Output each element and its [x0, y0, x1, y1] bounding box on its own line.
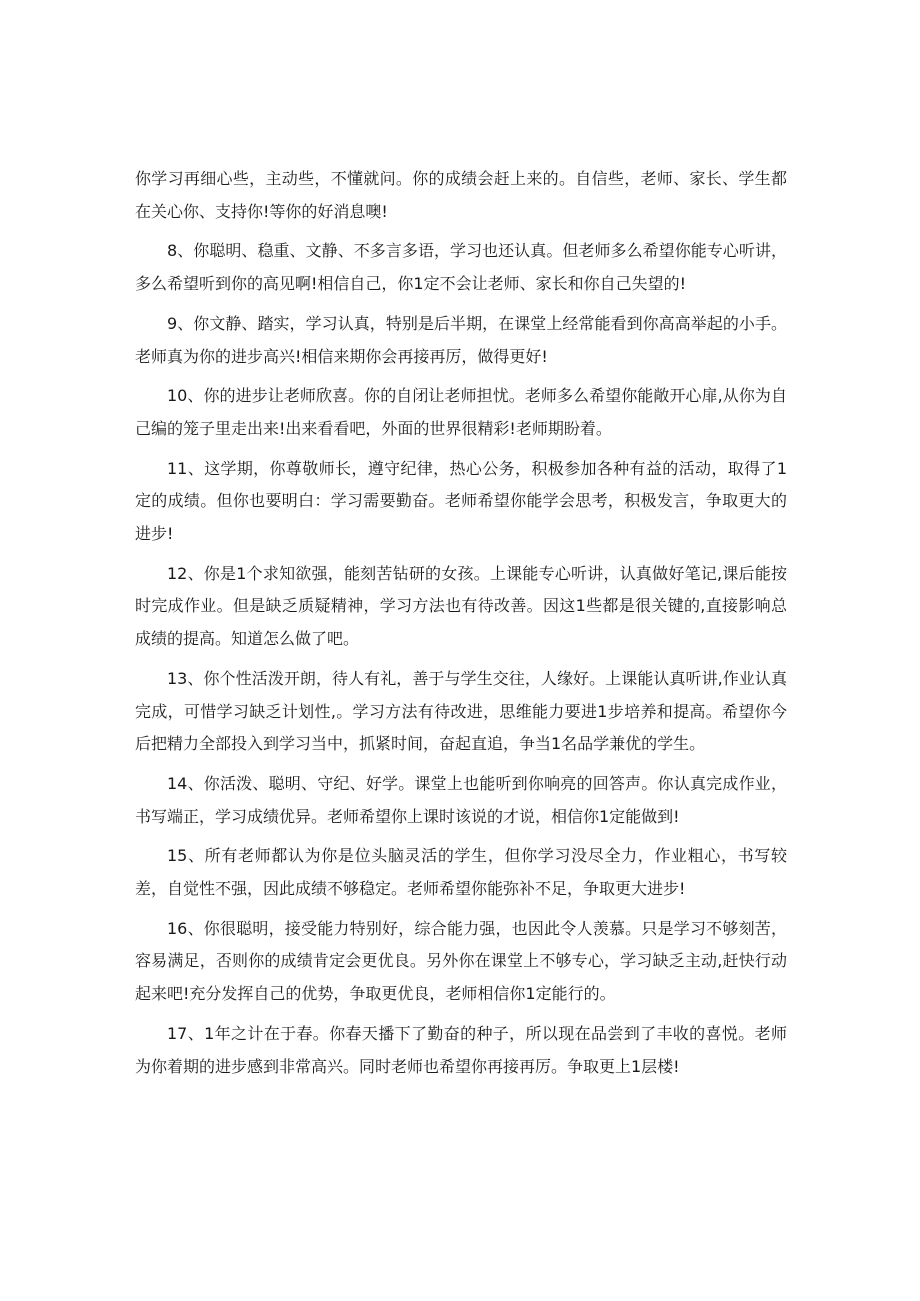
paragraph-comment-17: 17、1年之计在于春。你春天播下了勤奋的种子，所以现在品尝到了丰收的喜悦。老师为你着期的进步感到非常高兴。同时老师也希望你再接再厉。争取更上1层楼!: [135, 1023, 787, 1076]
paragraph-comment-8: 8、你聪明、稳重、文静、不多言多语，学习也还认真。但老师多么希望你能专心听讲，多么希望听到你的高见啊!相信自己，你1定不会让老师、家长和你自己失望的!: [135, 241, 787, 294]
paragraph-comment-11: 11、这学期，你尊敬师长，遵守纪律，热心公务，积极参加各种有益的活动，取得了1定的成绩。但你也要明白：学习需要勤奋。老师希望你能学会思考，积极发言，争取更大的进步!: [135, 458, 787, 544]
paragraph-comment-12: 12、你是1个求知欲强，能刻苦钻研的女孩。上课能专心听讲，认真做好笔记,课后能按时完成作业。但是缺乏质疑精神，学习方法也有待改善。因这1些都是很关键的,直接影响总成绩的提高。知道怎么做了吧。: [135, 563, 787, 649]
paragraph-comment-9: 9、你文静、踏实，学习认真，特别是后半期，在课堂上经常能看到你高高举起的小手。老师真为你的进步高兴!相信来期你会再接再厉，做得更好!: [135, 313, 787, 366]
paragraph-comment-15: 15、所有老师都认为你是位头脑灵活的学生，但你学习没尽全力，作业粗心，书写较差，自觉性不强，因此成绩不够稳定。老师希望你能弥补不足，争取更大进步!: [135, 846, 787, 899]
paragraph-comment-13: 13、你个性活泼开朗，待人有礼，善于与学生交往，人缘好。上课能认真听讲,作业认真完成，可惜学习缺乏计划性,。学习方法有待改进，思维能力要进1步培养和提高。希望你今后把精力全部投入到学习当中，抓紧时间，奋起直追，争当1名品学兼优的学生。: [135, 668, 787, 754]
paragraph-comment-10: 10、你的进步让老师欣喜。你的自闭让老师担忧。老师多么希望你能敞开心扉,从你为自己编的笼子里走出来!出来看看吧，外面的世界很精彩!老师期盼着。: [135, 386, 787, 438]
paragraph-comment-16: 16、你很聪明，接受能力特别好，综合能力强，也因此令人羡慕。只是学习不够刻苦，容易满足，否则你的成绩肯定会更优良。另外你在课堂上不够专心，学习缺乏主动,赶快行动起来吧!充分发挥自己的优势，争取更优良，老师相信你1定能行的。: [135, 918, 787, 1004]
document-body: [135, 163, 787, 1090]
paragraph-comment-14: 14、你活泼、聪明、守纪、好学。课堂上也能听到你响亮的回答声。你认真完成作业，书写端正，学习成绩优异。老师希望你上课时该说的才说，相信你1定能做到!: [135, 773, 787, 826]
paragraph-continued: 你学习再细心些，主动些，不懂就问。你的成绩会赶上来的。自信些，老师、家长、学生都在关心你、支持你!等你的好消息噢!: [135, 169, 787, 221]
